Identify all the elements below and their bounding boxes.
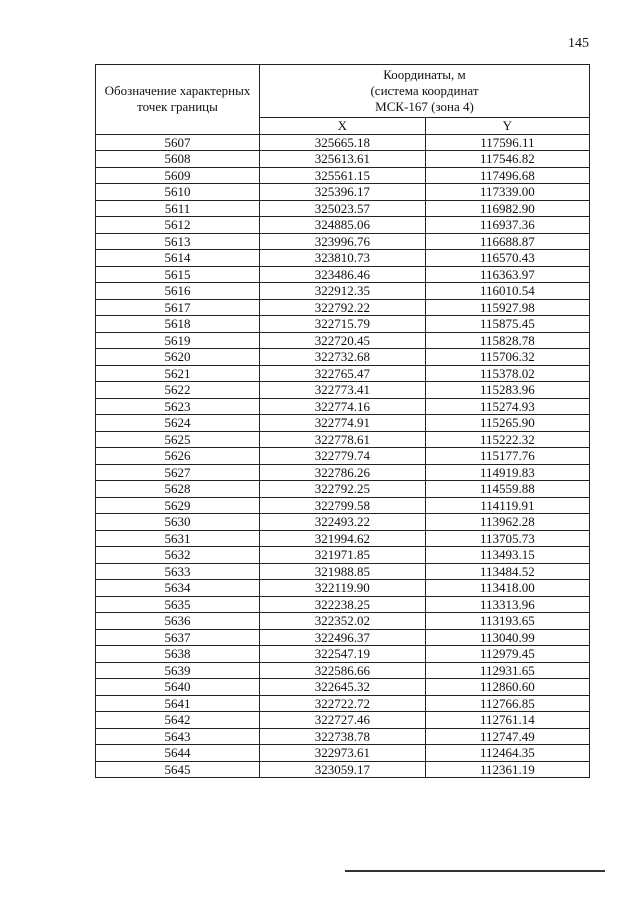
x-coordinate-cell: 322727.46	[260, 712, 426, 729]
point-id-cell: 5623	[96, 398, 260, 415]
table-row	[96, 415, 590, 432]
table-row	[96, 596, 590, 613]
x-coordinate-cell: 325665.18	[260, 134, 426, 151]
table-row	[96, 761, 590, 778]
table-row	[96, 349, 590, 366]
x-coordinate-cell: 321988.85	[260, 563, 426, 580]
x-coordinate-cell: 322119.90	[260, 580, 426, 597]
y-coordinate-cell: 114119.91	[425, 497, 589, 514]
x-coordinate-cell: 322238.25	[260, 596, 426, 613]
x-coordinate-cell: 321994.62	[260, 530, 426, 547]
point-id-cell: 5628	[96, 481, 260, 498]
header-coordinates	[260, 65, 590, 118]
point-id-cell: 5626	[96, 448, 260, 465]
table-row	[96, 184, 590, 201]
header-coordinates-line2: (система координат	[370, 83, 479, 98]
header-y: Y	[425, 118, 589, 135]
x-coordinate-cell: 322912.35	[260, 283, 426, 300]
y-coordinate-cell: 113484.52	[425, 563, 589, 580]
point-id-cell: 5620	[96, 349, 260, 366]
x-coordinate-cell: 322715.79	[260, 316, 426, 333]
x-coordinate-cell: 322765.47	[260, 365, 426, 382]
table-row	[96, 382, 590, 399]
y-coordinate-cell: 115927.98	[425, 299, 589, 316]
y-coordinate-cell: 115378.02	[425, 365, 589, 382]
table-row	[96, 332, 590, 349]
point-id-cell: 5641	[96, 695, 260, 712]
y-coordinate-cell: 115222.32	[425, 431, 589, 448]
table-row	[96, 316, 590, 333]
y-coordinate-cell: 115283.96	[425, 382, 589, 399]
y-coordinate-cell: 112747.49	[425, 728, 589, 745]
table-row	[96, 431, 590, 448]
x-coordinate-cell: 325561.15	[260, 167, 426, 184]
table-row	[96, 464, 590, 481]
table-row	[96, 299, 590, 316]
table-row	[96, 712, 590, 729]
y-coordinate-cell: 116982.90	[425, 200, 589, 217]
table-row	[96, 662, 590, 679]
y-coordinate-cell: 117546.82	[425, 151, 589, 168]
y-coordinate-cell: 112931.65	[425, 662, 589, 679]
y-coordinate-cell: 115177.76	[425, 448, 589, 465]
y-coordinate-cell: 116363.97	[425, 266, 589, 283]
y-coordinate-cell: 113962.28	[425, 514, 589, 531]
table-row	[96, 563, 590, 580]
x-coordinate-cell: 322774.16	[260, 398, 426, 415]
header-boundary-points: Обозначение характерных точек границы	[96, 65, 260, 135]
y-coordinate-cell: 117339.00	[425, 184, 589, 201]
page-number: 145	[568, 36, 589, 51]
x-coordinate-cell: 322774.91	[260, 415, 426, 432]
y-coordinate-cell: 117496.68	[425, 167, 589, 184]
x-coordinate-cell: 322586.66	[260, 662, 426, 679]
x-coordinate-cell: 325396.17	[260, 184, 426, 201]
x-coordinate-cell: 323486.46	[260, 266, 426, 283]
table-row	[96, 200, 590, 217]
y-coordinate-cell: 113193.65	[425, 613, 589, 630]
x-coordinate-cell: 322732.68	[260, 349, 426, 366]
y-coordinate-cell: 113040.99	[425, 629, 589, 646]
point-id-cell: 5613	[96, 233, 260, 250]
point-id-cell: 5615	[96, 266, 260, 283]
x-coordinate-cell: 321971.85	[260, 547, 426, 564]
point-id-cell: 5644	[96, 745, 260, 762]
table-row	[96, 580, 590, 597]
y-coordinate-cell: 114559.88	[425, 481, 589, 498]
table-header-row	[96, 65, 590, 118]
point-id-cell: 5609	[96, 167, 260, 184]
table-row	[96, 283, 590, 300]
point-id-cell: 5627	[96, 464, 260, 481]
y-coordinate-cell: 117596.11	[425, 134, 589, 151]
x-coordinate-cell: 325023.57	[260, 200, 426, 217]
table-row	[96, 217, 590, 234]
point-id-cell: 5610	[96, 184, 260, 201]
point-id-cell: 5611	[96, 200, 260, 217]
point-id-cell: 5633	[96, 563, 260, 580]
table-row	[96, 530, 590, 547]
point-id-cell: 5616	[96, 283, 260, 300]
table-row	[96, 233, 590, 250]
x-coordinate-cell: 325613.61	[260, 151, 426, 168]
y-coordinate-cell: 115274.93	[425, 398, 589, 415]
x-coordinate-cell: 322792.22	[260, 299, 426, 316]
y-coordinate-cell: 112464.35	[425, 745, 589, 762]
table-row	[96, 134, 590, 151]
table-row	[96, 448, 590, 465]
table-row	[96, 398, 590, 415]
point-id-cell: 5608	[96, 151, 260, 168]
point-id-cell: 5625	[96, 431, 260, 448]
table-row	[96, 695, 590, 712]
point-id-cell: 5629	[96, 497, 260, 514]
x-coordinate-cell: 323996.76	[260, 233, 426, 250]
y-coordinate-cell: 116937.36	[425, 217, 589, 234]
point-id-cell: 5643	[96, 728, 260, 745]
point-id-cell: 5614	[96, 250, 260, 267]
y-coordinate-cell: 114919.83	[425, 464, 589, 481]
x-coordinate-cell: 323059.17	[260, 761, 426, 778]
point-id-cell: 5642	[96, 712, 260, 729]
y-coordinate-cell: 113313.96	[425, 596, 589, 613]
point-id-cell: 5624	[96, 415, 260, 432]
x-coordinate-cell: 322738.78	[260, 728, 426, 745]
point-id-cell: 5636	[96, 613, 260, 630]
y-coordinate-cell: 115706.32	[425, 349, 589, 366]
x-coordinate-cell: 322773.41	[260, 382, 426, 399]
table-row	[96, 679, 590, 696]
point-id-cell: 5607	[96, 134, 260, 151]
y-coordinate-cell: 115875.45	[425, 316, 589, 333]
table-row	[96, 497, 590, 514]
x-coordinate-cell: 322352.02	[260, 613, 426, 630]
y-coordinate-cell: 112761.14	[425, 712, 589, 729]
x-coordinate-cell: 322792.25	[260, 481, 426, 498]
table-row	[96, 613, 590, 630]
table-row	[96, 514, 590, 531]
table-row	[96, 745, 590, 762]
header-coordinates-line3: МСК-167 (зона 4)	[375, 99, 474, 114]
y-coordinate-cell: 112979.45	[425, 646, 589, 663]
header-x: X	[260, 118, 426, 135]
y-coordinate-cell: 115828.78	[425, 332, 589, 349]
table-row	[96, 167, 590, 184]
table-body	[96, 134, 590, 778]
x-coordinate-cell: 322722.72	[260, 695, 426, 712]
x-coordinate-cell: 322786.26	[260, 464, 426, 481]
x-coordinate-cell: 323810.73	[260, 250, 426, 267]
y-coordinate-cell: 112361.19	[425, 761, 589, 778]
table-row	[96, 629, 590, 646]
point-id-cell: 5621	[96, 365, 260, 382]
point-id-cell: 5612	[96, 217, 260, 234]
table-row	[96, 365, 590, 382]
coordinates-table	[95, 64, 590, 778]
x-coordinate-cell: 322496.37	[260, 629, 426, 646]
y-coordinate-cell: 116688.87	[425, 233, 589, 250]
y-coordinate-cell: 115265.90	[425, 415, 589, 432]
y-coordinate-cell: 116570.43	[425, 250, 589, 267]
table-row	[96, 250, 590, 267]
y-coordinate-cell: 113493.15	[425, 547, 589, 564]
x-coordinate-cell: 322799.58	[260, 497, 426, 514]
y-coordinate-cell: 113418.00	[425, 580, 589, 597]
x-coordinate-cell: 322778.61	[260, 431, 426, 448]
x-coordinate-cell: 322720.45	[260, 332, 426, 349]
point-id-cell: 5622	[96, 382, 260, 399]
x-coordinate-cell: 322645.32	[260, 679, 426, 696]
point-id-cell: 5632	[96, 547, 260, 564]
x-coordinate-cell: 322493.22	[260, 514, 426, 531]
y-coordinate-cell: 116010.54	[425, 283, 589, 300]
table-row	[96, 266, 590, 283]
table-row	[96, 728, 590, 745]
point-id-cell: 5639	[96, 662, 260, 679]
point-id-cell: 5618	[96, 316, 260, 333]
point-id-cell: 5645	[96, 761, 260, 778]
y-coordinate-cell: 113705.73	[425, 530, 589, 547]
x-coordinate-cell: 324885.06	[260, 217, 426, 234]
x-coordinate-cell: 322779.74	[260, 448, 426, 465]
point-id-cell: 5634	[96, 580, 260, 597]
table-row	[96, 151, 590, 168]
y-coordinate-cell: 112860.60	[425, 679, 589, 696]
table-row	[96, 547, 590, 564]
table-row	[96, 481, 590, 498]
y-coordinate-cell: 112766.85	[425, 695, 589, 712]
x-coordinate-cell: 322973.61	[260, 745, 426, 762]
point-id-cell: 5631	[96, 530, 260, 547]
footer-divider	[345, 870, 605, 872]
point-id-cell: 5637	[96, 629, 260, 646]
point-id-cell: 5638	[96, 646, 260, 663]
point-id-cell: 5630	[96, 514, 260, 531]
point-id-cell: 5635	[96, 596, 260, 613]
point-id-cell: 5619	[96, 332, 260, 349]
point-id-cell: 5617	[96, 299, 260, 316]
x-coordinate-cell: 322547.19	[260, 646, 426, 663]
point-id-cell: 5640	[96, 679, 260, 696]
table-row	[96, 646, 590, 663]
header-coordinates-line1: Координаты, м	[383, 67, 466, 82]
